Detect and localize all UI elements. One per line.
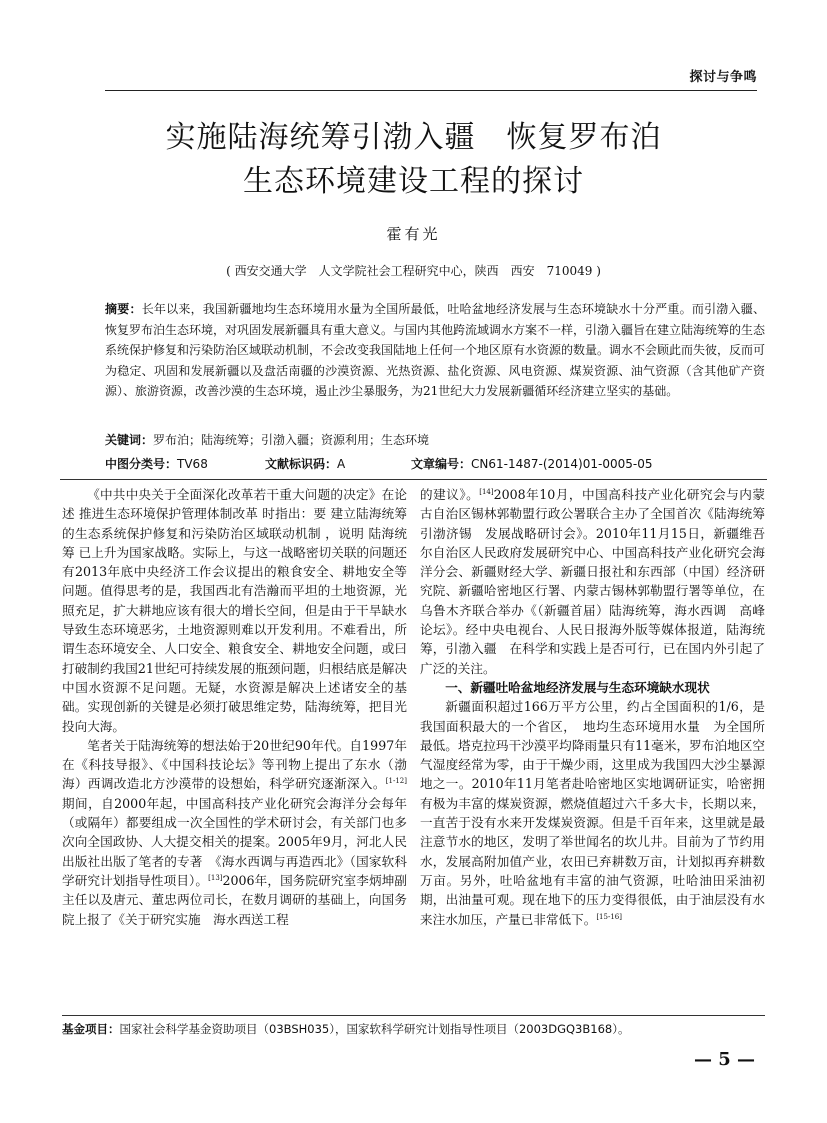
citation: [15-16] [596, 912, 622, 921]
paragraph-text: 新疆面积超过166万平方公里，约占全国面积的1/6，是我国面积最大的一个省区， 地均生态环境用水量 为全国所最低。塔克拉玛干沙漠平均降雨量只有11毫米，罗布泊地区空气湿度经常为零，由于干燥少雨，这里成为我国四大沙尘暴源地之一。2010年11月笔者赴哈密地区实地调研证实，哈密拥有极为丰富的煤炭资源，燃烧值超过六千多大卡，长期以来，一直苦于没有水来开发煤炭资源。但是千百年来，这里就是最注意节水的地区，发明了举世闻名的坎儿井。目前为了节约用水，发展高附加值产业，农田已弃耕数万亩，计划拟再弃耕数万亩。另外，吐哈盆地有丰富的油气资源，吐哈油田采油初期，出油量可观。现在地下的压力变得很低，由于油层没有水来注水加压，产量已非常低下。 [420, 699, 765, 927]
doc-code [265, 455, 345, 472]
article-title [0, 116, 827, 204]
abstract-text: 长年以来，我国新疆地均生态环境用水量为全国所最低，吐哈盆地经济发展与生态环境缺水十分严重。而引渤入疆、恢复罗布泊生态环境，对巩固发展新疆具有重大意义。与国内其他跨流域调水方案不一样，引渤入疆旨在建立陆海统筹的生态系统保护修复和污染防治区域联动机制，不会改变我国陆地上任何一个地区原有水资源的数量。调水不会顾此而失彼，反而可为稳定、巩固和发展新疆以及盘活南疆的沙漠资源、光热资源、盐化资源、风电资源、煤炭资源、油气资源（含其他矿产资源）、旅游资源，改善沙漠的生态环境，遏止沙尘暴服务，为21世纪大力发展新疆循环经济建立坚实的基础。 [105, 302, 766, 398]
paragraph [420, 697, 765, 929]
paragraph-text: 的建议》。 [420, 487, 480, 502]
section-tag: 探讨与争鸣 [689, 70, 757, 85]
paragraph [420, 485, 778, 678]
paragraph [62, 736, 407, 929]
clc-code [105, 455, 208, 472]
fund-note [62, 1021, 629, 1037]
paragraph-text: 笔者关于陆海统筹的想法始于20世纪90年代。自1997年在《科技导报》、《中国科技论坛》等刊物上提出了东水（渤海）西调改造北方沙漠带的设想始，科学研究逐渐深入。 [62, 737, 407, 792]
right-column [420, 485, 778, 929]
keywords-label: 关键词： [105, 433, 154, 447]
title-line-2: 生态环境建设工程的探讨 [243, 164, 584, 199]
fund-label: 基金项目： [62, 1022, 120, 1036]
paragraph-text: 2006年，国务院研究室李炳坤副主任以及唐元、董忠两位司长，在数月调研的基础上，向国务院上报了《关于研究实施 海水西送工程 [62, 872, 407, 927]
article-label: 文章编号： [411, 457, 472, 471]
doc-label: 文献标识码： [265, 457, 338, 471]
paragraph-text: 2008年10月，中国高科技产业化研究会与内蒙古自治区锡林郭勒盟行政公署联合主办了全国首次《陆海统筹 引渤济锡 发展战略研讨会》。2010年11月15日，新疆维吾尔自治区人民政府发展研究中心、中国高科技产业化研究会海洋分会、新疆财经大学、新疆日报社和东西部（中国）经济研究院、新疆哈密地区行署、内蒙古锡林郭勒盟行署等单位，在乌鲁木齐联合举办《（新疆首届）陆海统筹，海水西调 高峰论坛》。经中央电视台、人民日报海外版等媒体报道，陆海统筹，引渤入疆 在科学和实践上是否可行，已在国内外引起了广泛的关注。 [420, 487, 778, 676]
footnote-rule [62, 1015, 765, 1016]
clc-label: 中图分类号： [105, 457, 178, 471]
keywords-text: 罗布泊；陆海统筹；引渤入疆；资源利用；生态环境 [153, 433, 430, 447]
abstract [105, 299, 765, 402]
section-heading: 一、新疆吐哈盆地经济发展与生态环境缺水现状 [445, 679, 710, 695]
paragraph-text: 期间，自2000年起，中国高科技产业化研究会海洋分会每年（或隔年）都要组成一次全国性的学术研讨会，有关部门也多次向全国政协、人大提交相关的提案。2005年9月，河北人民出版社出版了笔者的专著 《海水西调与再造西北》（国家软科学研究计划指导性项目）。 [62, 795, 407, 888]
page-number: — 5 — [693, 1049, 755, 1070]
title-line-1: 实施陆海统筹引渤入疆 恢复罗布泊 [165, 120, 662, 155]
citation: [14] [479, 488, 494, 496]
author: 霍有光 [386, 225, 441, 243]
left-column [62, 485, 407, 929]
paragraph: 《中共中央关于全面深化改革若干重大问题的决定》在论述 推进生态环境保护管理体制改革 时指出：要 建立陆海统筹的生态系统保护修复和污染防治区域联动机制 ，说明 陆海统筹 已上升为国家战略。实际上，与这一战略密切关联的问题还有2013年底中央经济工作会议提出的粮食安全、耕地安全等问题。值得思考的是，我国西北有浩瀚而平坦的土地资源，光照充足，扩大耕地应该有很大的增长空间，但是由于干旱缺水导致生态环境恶劣，土地资源则难以开发利用。不难看出，所谓生态环境安全、人口安全、粮食安全、耕地安全问题，或曰打破制约我国21世纪可持续发展的瓶颈问题，归根结底是解决中国水资源不足问题。无疑，水资源是解决上述诸安全的基础。实现创新的关键是必须打破思维定势，陆海统筹，把目光投向大海。 [62, 487, 407, 734]
citation: [1-12] [385, 777, 407, 786]
abstract-label: 摘要： [105, 302, 142, 316]
fund-text: 国家社会科学基金资助项目（03BSH035），国家软科学研究计划指导性项目（2003DGQ3B168）。 [119, 1022, 630, 1036]
article-code [411, 455, 652, 472]
doc-value: A [337, 457, 346, 471]
clc-value: TV68 [177, 457, 208, 471]
header-rule [105, 90, 757, 91]
citation: [13] [208, 873, 223, 882]
abstract-divider [60, 479, 767, 480]
article-value: CN61-1487-(2014)01-0005-05 [471, 457, 653, 471]
affiliation: ( 西安交通大学 人文学院社会工程研究中心，陕西 西安 710049 ) [226, 264, 601, 278]
keywords [105, 431, 429, 448]
